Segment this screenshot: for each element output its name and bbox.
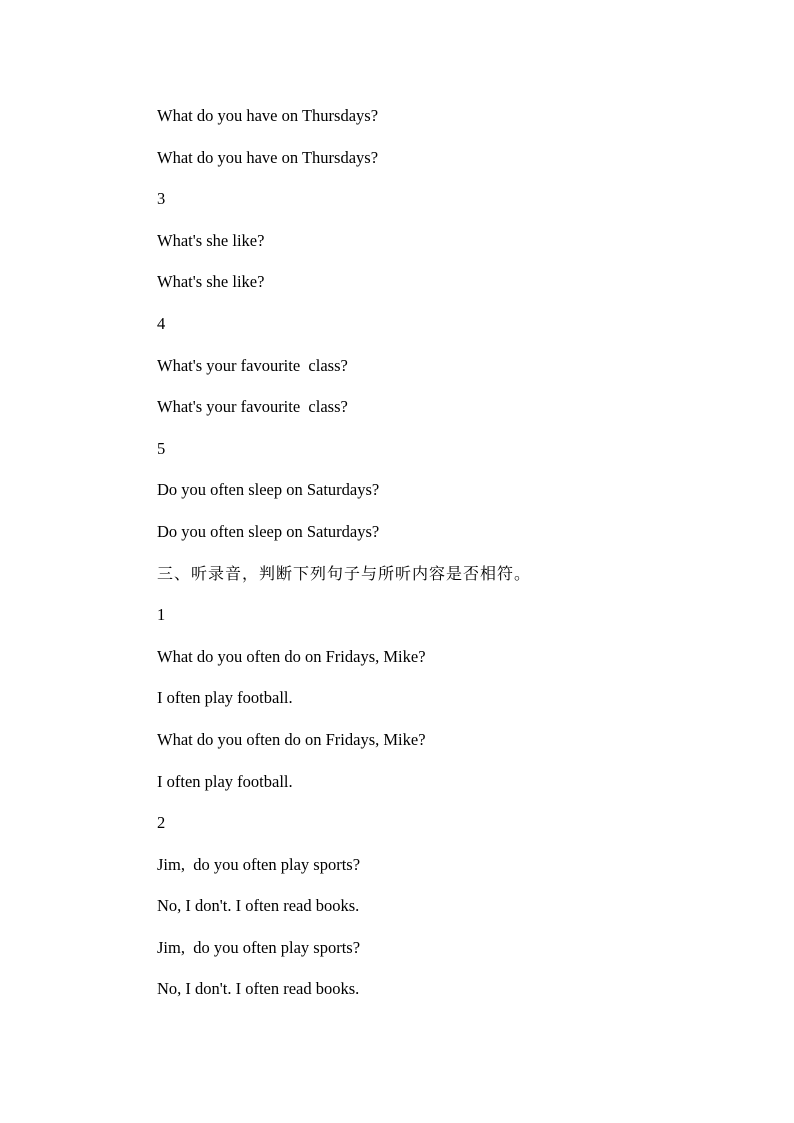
item-number: 4 bbox=[157, 313, 166, 333]
text-line: What's she like? bbox=[157, 230, 265, 250]
item-number: 5 bbox=[157, 438, 166, 458]
text-line: What do you have on Thursdays? bbox=[157, 106, 379, 125]
text-line: I often play football. bbox=[157, 771, 293, 791]
item-number: 3 bbox=[157, 189, 166, 209]
text-line: No, I don't. I often read books. bbox=[157, 896, 360, 916]
text-line: Do you often sleep on Saturdays? bbox=[157, 521, 380, 541]
text-line: I often play football. bbox=[157, 688, 293, 708]
text-line: Jim, do you often play sports? bbox=[157, 937, 361, 957]
text-line: Do you often sleep on Saturdays? bbox=[157, 480, 380, 500]
text-line: No, I don't. I often read books. bbox=[157, 979, 360, 999]
document-body bbox=[157, 104, 717, 1019]
text-line: What do you have on Thursdays? bbox=[157, 147, 379, 167]
text-line: What do you often do on Fridays, Mike? bbox=[157, 729, 426, 749]
text-line: What's she like? bbox=[157, 272, 265, 292]
text-line: Jim, do you often play sports? bbox=[157, 854, 361, 874]
item-number: 2 bbox=[157, 813, 166, 833]
text-line: What's your favourite class? bbox=[157, 397, 348, 417]
text-line: What do you often do on Fridays, Mike? bbox=[157, 646, 426, 666]
text-line: What's your favourite class? bbox=[157, 355, 348, 375]
section-heading: 三、听录音，判断下列句子与所听内容是否相符。 bbox=[157, 563, 532, 583]
item-number: 1 bbox=[157, 605, 166, 625]
